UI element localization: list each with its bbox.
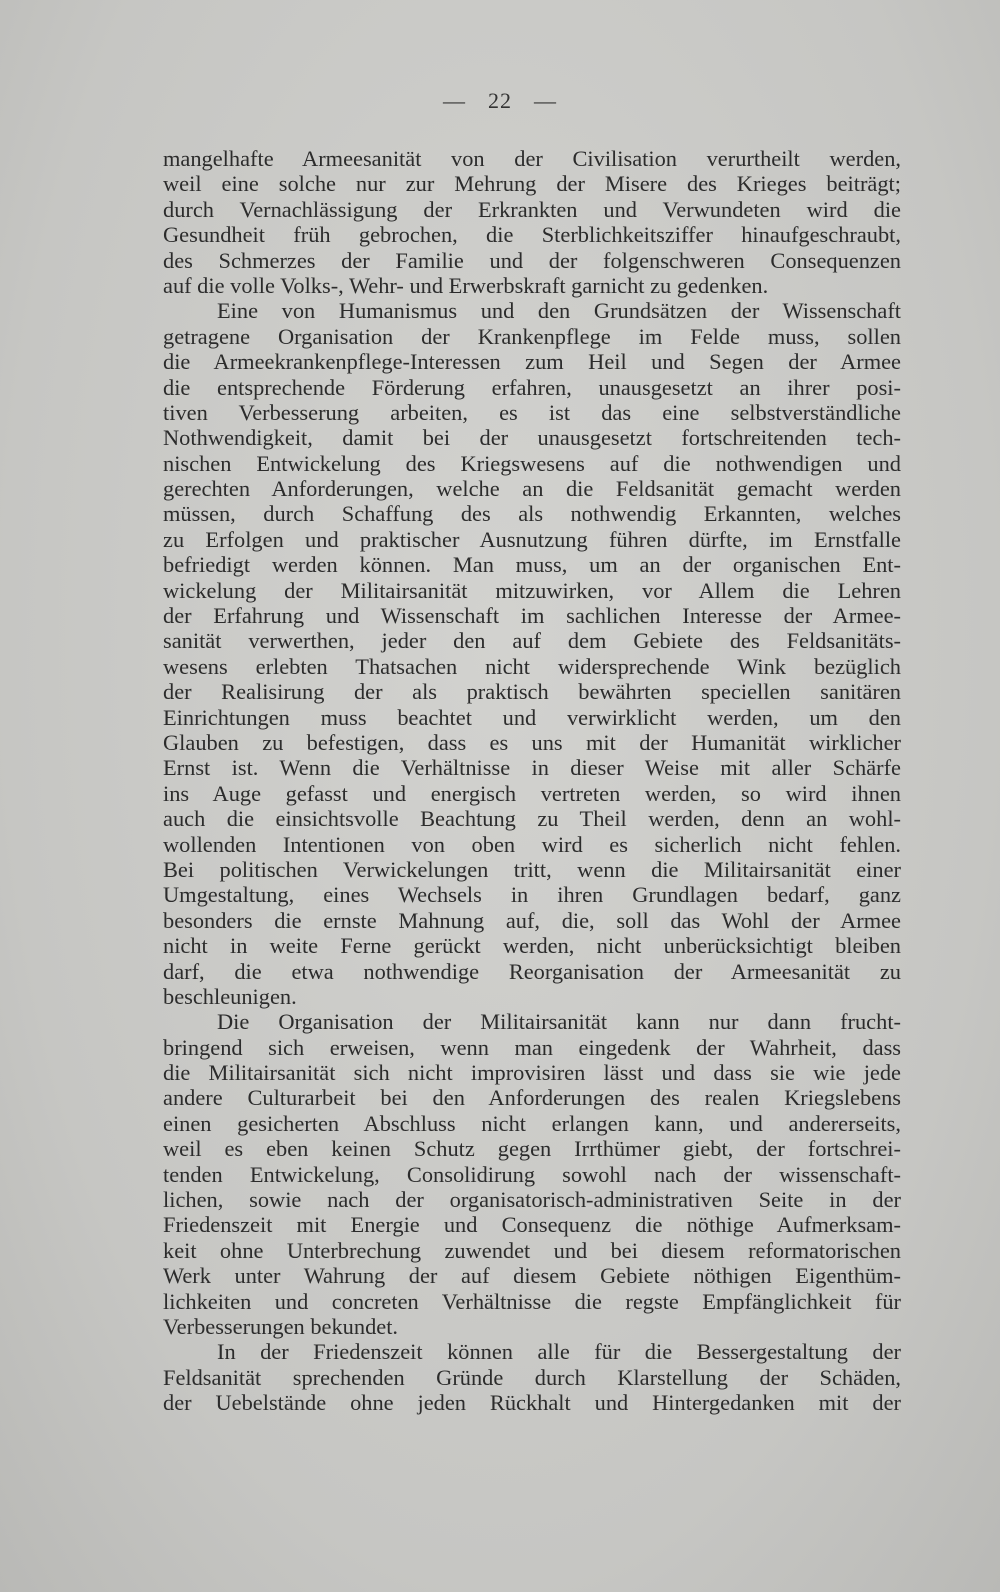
text-line: darf, die etwa nothwendige Reorganisation der Armeesanität zu [163, 958, 901, 984]
text-line: müssen, durch Schaffung des als nothwendig Erkannten, welches [163, 501, 901, 527]
text-line: gerechten Anforderungen, welche an die Feldsanität gemacht werden [163, 476, 901, 502]
text-line: der Realisirung der als praktisch bewährten speciellen sanitären [163, 679, 901, 705]
text-line: getragene Organisation der Krankenpflege im Felde muss, sollen [163, 323, 901, 349]
text-line: weil es eben keinen Schutz gegen Irrthümer giebt, der fortschrei- [163, 1136, 901, 1162]
text-line: besonders die ernste Mahnung auf, die, soll das Wohl der Armee [163, 907, 901, 933]
text-line: wickelung der Militairsanität mitzuwirken, vor Allem die Lehren [163, 577, 901, 603]
text-line: der Uebelstände ohne jeden Rückhalt und Hintergedanken mit der [163, 1390, 901, 1416]
text-line: bringend sich erweisen, wenn man eingedenk der Wahrheit, dass [163, 1034, 901, 1060]
text-line: Feldsanität sprechenden Gründe durch Klarstellung der Schäden, [163, 1364, 901, 1390]
text-line: zu Erfolgen und praktischer Ausnutzung führen dürfte, im Ernstfalle [163, 526, 901, 552]
text-line: Gesundheit früh gebrochen, die Sterblichkeitsziffer hinaufgeschraubt, [163, 222, 901, 248]
text-line: tenden Entwickelung, Consolidirung sowohl nach der wissenschaft- [163, 1161, 901, 1187]
text-line: nicht in weite Ferne gerückt werden, nicht unberücksichtigt bleiben [163, 933, 901, 959]
text-line: tiven Verbesserung arbeiten, es ist das eine selbstverständliche [163, 399, 901, 425]
text-line: lichen, sowie nach der organisatorisch-administrativen Seite in der [163, 1187, 901, 1213]
page-number-dash-left: — [443, 88, 466, 113]
text-line: Ernst ist. Wenn die Verhältnisse in dieser Weise mit aller Schärfe [163, 755, 901, 781]
text-line: Nothwendigkeit, damit bei der unausgesetzt fortschreitenden tech- [163, 425, 901, 451]
text-line: beschleunigen. [163, 983, 297, 1009]
text-line: Glauben zu befestigen, dass es uns mit der Humanität wirklicher [163, 729, 901, 755]
text-line: Umgestaltung, eines Wechsels in ihren Grundlagen bedarf, ganz [163, 882, 901, 908]
text-line: Die Organisation der Militairsanität kann nur dann frucht- [217, 1009, 901, 1035]
text-line: Bei politischen Verwickelungen tritt, wenn die Militairsanität einer [163, 856, 901, 882]
text-line: mangelhafte Armeesanität von der Civilisation verurtheilt werden, [163, 146, 901, 171]
text-line: auch die einsichtsvolle Beachtung zu Theil werden, denn an wohl- [163, 806, 901, 832]
text-line: sanität verwerthen, jeder den auf dem Gebiete des Feldsanitäts- [163, 628, 901, 654]
text-line: Einrichtungen muss beachtet und verwirklicht werden, um den [163, 704, 901, 730]
text-line: befriedigt werden können. Man muss, um an der organischen Ent- [163, 552, 901, 578]
text-line: lichkeiten und concreten Verhältnisse die regste Empfänglichkeit für [163, 1288, 901, 1314]
page-number-dash-right: — [534, 88, 557, 113]
text-line: durch Vernachlässigung der Erkrankten und Verwundeten wird die [163, 196, 901, 222]
text-line: des Schmerzes der Familie und der folgenschweren Consequenzen [163, 247, 901, 273]
text-line: Friedenszeit mit Energie und Consequenz die nöthige Aufmerksam- [163, 1212, 901, 1238]
text-line: weil eine solche nur zur Mehrung der Misere des Krieges beiträgt; [163, 171, 901, 197]
text-line: die Armeekrankenpflege-Interessen zum Heil und Segen der Armee [163, 349, 901, 375]
text-line: In der Friedenszeit können alle für die Bessergestaltung der [217, 1339, 901, 1365]
text-line: der Erfahrung und Wissenschaft im sachlichen Interesse der Armee- [163, 603, 901, 629]
text-line: Eine von Humanismus und den Grundsätzen der Wissenschaft [217, 298, 901, 324]
text-line: Verbesserungen bekundet. [163, 1313, 399, 1339]
text-line: keit ohne Unterbrechung zuwendet und bei diesem reformatorischen [163, 1237, 901, 1263]
page-number: 22 [488, 88, 512, 113]
text-line: wollenden Intentionen von oben wird es sicherlich nicht fehlen. [163, 831, 901, 857]
text-line: ins Auge gefasst und energisch vertreten werden, so wird ihnen [163, 780, 901, 806]
body-text [163, 146, 901, 1416]
text-line: die Militairsanität sich nicht improvisiren lässt und dass sie wie jede [163, 1060, 901, 1086]
text-line: wesens erlebten Thatsachen nicht widersprechende Wink bezüglich [163, 653, 901, 679]
text-line: nischen Entwickelung des Kriegswesens auf die nothwendigen und [163, 450, 901, 476]
text-line: Werk unter Wahrung der auf diesem Gebiete nöthigen Eigenthüm- [163, 1263, 901, 1289]
text-line: andere Culturarbeit bei den Anforderungen des realen Kriegslebens [163, 1085, 901, 1111]
text-line: auf die volle Volks-, Wehr- und Erwerbskraft garnicht zu gedenken. [163, 272, 769, 298]
page-number-header [0, 88, 1000, 114]
text-line: einen gesicherten Abschluss nicht erlangen kann, und andererseits, [163, 1110, 901, 1136]
text-line: die entsprechende Förderung erfahren, unausgesetzt an ihrer posi- [163, 374, 901, 400]
